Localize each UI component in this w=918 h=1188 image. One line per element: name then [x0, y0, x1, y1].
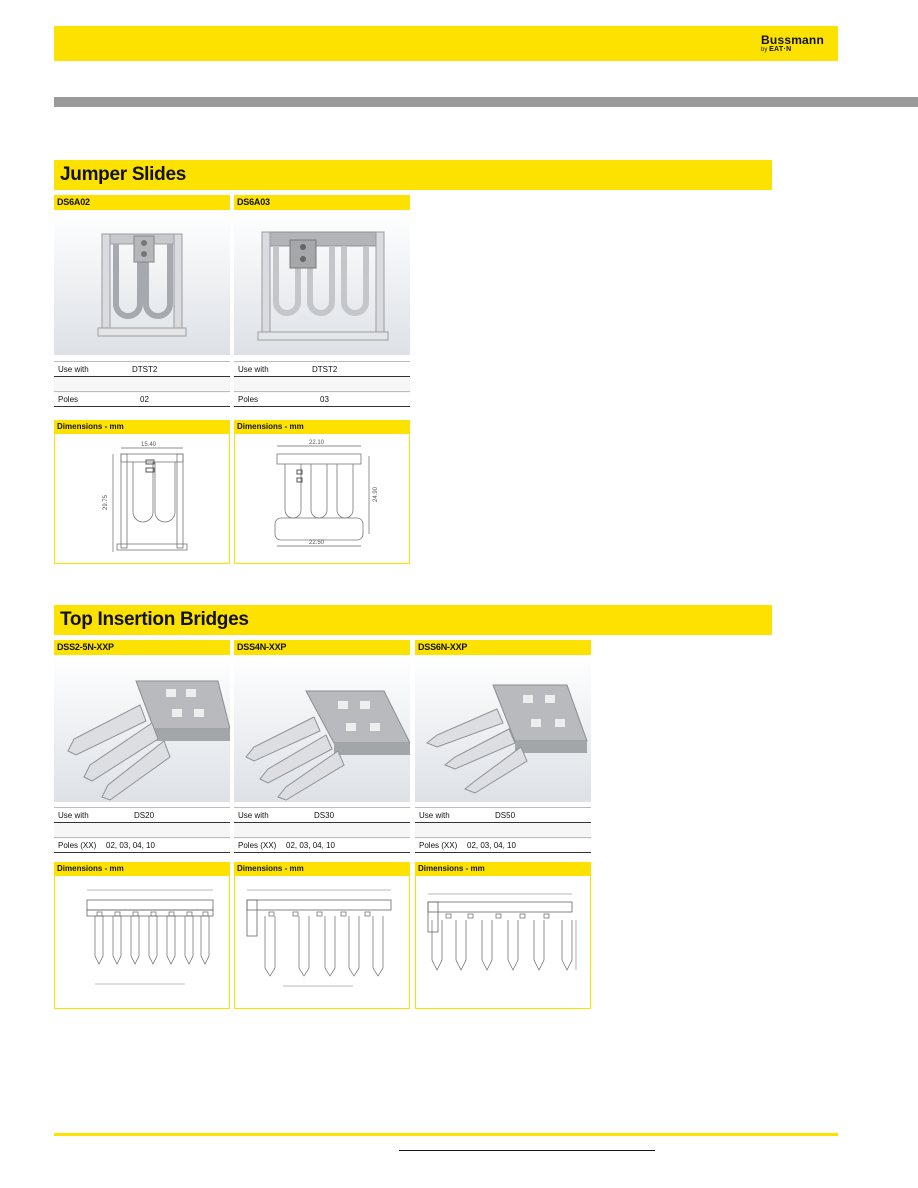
jumper-slide-2-image — [54, 210, 230, 355]
footer-link-underline[interactable] — [399, 1150, 655, 1151]
poles-row: Poles (XX) 02, 03, 04, 10 — [415, 837, 591, 853]
section-title-jumper-slides: Jumper Slides — [54, 160, 772, 190]
product-photo — [54, 655, 230, 802]
dimension-drawing — [54, 434, 230, 564]
dimension-drawing-dss4n-xxp — [235, 876, 411, 1009]
dimension-drawing — [234, 876, 410, 1009]
gray-divider — [54, 97, 918, 107]
bridge-image-ds30 — [234, 655, 410, 802]
product-card-dss2-5n-xxp — [54, 640, 230, 1009]
card-title: DS6A02 — [54, 195, 230, 210]
use-with-row: Use with DTST2 — [234, 361, 410, 377]
dimensions-title: Dimensions - mm — [234, 862, 410, 876]
product-photo — [234, 655, 410, 802]
dimension-drawing-ds6a02 — [55, 434, 231, 564]
dimension-drawing-dss2-5n-xxp — [55, 876, 231, 1009]
use-with-row: Use with DS20 — [54, 807, 230, 823]
card-title: DS6A03 — [234, 195, 410, 210]
poles-row: Poles 02 — [54, 391, 230, 407]
dimension-drawing-ds6a03 — [235, 434, 411, 564]
use-with-row: Use with DS30 — [234, 807, 410, 823]
svg-text:22.50: 22.50 — [309, 540, 325, 546]
brand-name: Bussmann — [761, 33, 824, 47]
bridge-image-ds20 — [54, 655, 230, 802]
poles-row: Poles (XX) 02, 03, 04, 10 — [54, 837, 230, 853]
brand-by-line: by EAT·N — [761, 46, 792, 53]
svg-text:15.40: 15.40 — [141, 442, 157, 448]
use-with-row: Use with DS50 — [415, 807, 591, 823]
card-title: DSS4N-XXP — [234, 640, 410, 655]
section-title-top-insertion-bridges: Top Insertion Bridges — [54, 605, 772, 635]
bridge-image-ds50 — [415, 655, 591, 802]
product-card-dss6n-xxp — [415, 640, 591, 1009]
product-photo — [54, 210, 230, 355]
footer-rule — [54, 1133, 838, 1136]
card-title: DSS6N-XXP — [415, 640, 591, 655]
product-photo — [234, 210, 410, 355]
poles-row: Poles (XX) 02, 03, 04, 10 — [234, 837, 410, 853]
product-photo — [415, 655, 591, 802]
dimensions-title: Dimensions - mm — [415, 862, 591, 876]
product-card-dss4n-xxp — [234, 640, 410, 1009]
poles-row: Poles 03 — [234, 391, 410, 407]
dimension-drawing — [234, 434, 410, 564]
use-with-row: Use with DTST2 — [54, 361, 230, 377]
brand-parent: EAT·N — [769, 46, 792, 53]
svg-text:22.10: 22.10 — [309, 440, 325, 446]
svg-text:24.90: 24.90 — [373, 486, 379, 502]
product-card-ds6a03 — [234, 195, 410, 564]
dimensions-title: Dimensions - mm — [54, 420, 230, 434]
header-bar — [54, 26, 838, 61]
dimension-drawing-dss6n-xxp — [416, 876, 592, 1009]
dimension-drawing — [54, 876, 230, 1009]
dimensions-title: Dimensions - mm — [234, 420, 410, 434]
dimension-drawing — [415, 876, 591, 1009]
card-title: DSS2-5N-XXP — [54, 640, 230, 655]
svg-text:29.75: 29.75 — [103, 494, 109, 510]
product-card-ds6a02 — [54, 195, 230, 564]
jumper-slide-3-image — [234, 210, 410, 355]
brand-logo — [761, 34, 824, 54]
dimensions-title: Dimensions - mm — [54, 862, 230, 876]
